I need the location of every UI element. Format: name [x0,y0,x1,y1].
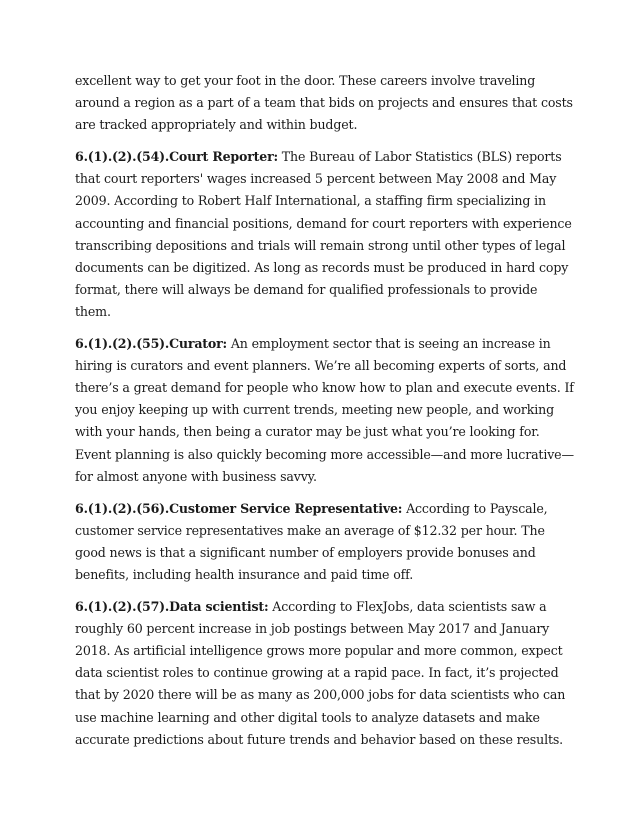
paragraph-body: The Bureau of Labor Statistics (BLS) reports that court reporters' wages increased 5 percent between May 2008 and May 2009. According to Robert Half International, a staffing firm specializing in accounting and financial positions, demand for court reporters with experience transcribing depositions and trials will remain strong until other types of legal documents can be digitized. As long as records must be produced in hard copy format, there will always be demand for qualified professionals to provide them. [75,149,572,319]
paragraph-body: According to Payscale, customer service representatives make an average of $12.32 per hour. The good news is that a significant number of employers provide bonuses and benefits, including health insurance and paid time off. [75,500,548,582]
paragraph-data-scientist [75,596,575,751]
paragraph-intro-continued [75,70,575,136]
paragraph-heading: 6.(1).(2).(56).Customer Service Representative: [75,500,403,516]
paragraph-heading: 6.(1).(2).(54).Court Reporter: [75,149,278,165]
paragraph-court-reporter [75,146,575,323]
paragraph-heading: 6.(1).(2).(57).Data scientist: [75,599,269,615]
paragraph-body: According to FlexJobs, data scientists saw a roughly 60 percent increase in job postings between May 2017 and January 2018. As artificial intelligence grows more popular and more common, expect data scientist roles to continue growing at a rapid pace. In fact, it’s projected that by 2020 there will be as many as 200,000 jobs for data scientists who can use machine learning and other digital tools to analyze datasets and make accurate predictions about future trends and behavior based on these results. [75,599,566,747]
document-page [75,70,575,761]
paragraph-curator [75,333,575,488]
paragraph-customer-service [75,498,575,586]
paragraph-heading: 6.(1).(2).(55).Curator: [75,336,227,352]
paragraph-body: An employment sector that is seeing an increase in hiring is curators and event planners. We’re all becoming experts of sorts, and there’s a great demand for people who know how to plan and execute events. If you enjoy keeping up with current trends, meeting new people, and working with your hands, then being a curator may be just what you’re looking for. Event planning is also quickly becoming more accessible—and more lucrative—for almost anyone with business savvy. [75,336,574,484]
paragraph-body: excellent way to get your foot in the door. These careers involve traveling around a region as a part of a team that bids on projects and ensures that costs are tracked appropriately and within budget. [75,73,573,133]
